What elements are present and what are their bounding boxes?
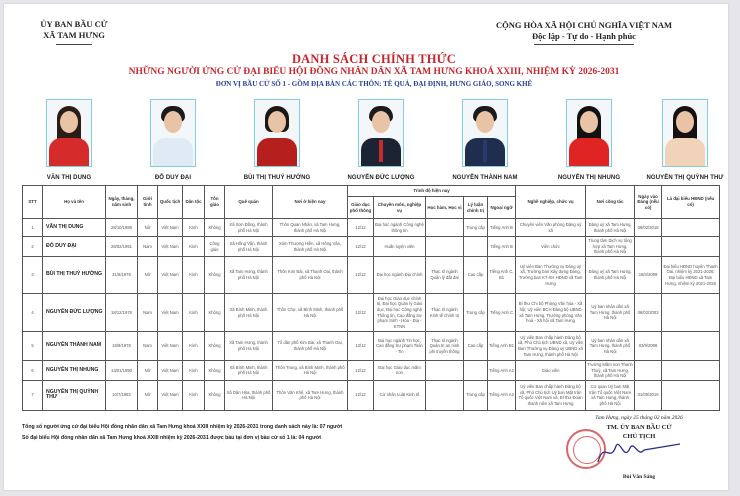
cell-dob: 10/7/1992 [106, 380, 138, 410]
cell-workplace: Uỷ ban nhân dân xã Tam Hưng, thành phố Hà Nội [586, 294, 635, 332]
cell-religion: Không [205, 257, 225, 294]
candidate-card [336, 99, 426, 181]
cell-name: NGUYỄN ĐỨC LƯỢNG [43, 294, 106, 332]
cell-language: Tiếng Anh B [488, 219, 516, 237]
cell-political: Trung cấp [464, 219, 488, 237]
cell-nationality: Việt Nam [158, 219, 183, 237]
national-motto [444, 20, 724, 45]
table-row [23, 294, 720, 332]
cell-delegate: Đại biểu HĐND huyện Thanh Oai, nhiệm kỳ 2021-2026; Đại biểu HĐND xã Tam Hưng, nhiệm kỳ 2021-2026 [662, 257, 720, 294]
summary [22, 422, 342, 444]
cell-degree [426, 219, 464, 237]
cell-occupation: Bí thư Chi bộ Phòng Văn hóa - Xã hội; Uỷ viên BCH Đảng bộ UBND xã Tam Hưng, Trưởng phòng Văn hoá - Xã hội xã Tam Hưng [516, 294, 586, 332]
col-header-political: Lý luận chính trị [464, 197, 488, 219]
cell-workplace: Uỷ ban nhân dân xã Tam Hưng, thành phố Hà Nội [586, 332, 635, 361]
cell-language: Tiếng Anh B1 [488, 332, 516, 361]
col-header-hometown: Quê quán [225, 186, 273, 219]
col-header-education-group: Trình độ hiện nay [348, 186, 516, 197]
table-row [23, 332, 720, 361]
cell-name: NGUYỄN THỊ QUỲNH THƯ [43, 380, 106, 410]
cell-religion: Không [205, 361, 225, 381]
summary-total-candidates: Tổng số người ứng cử đại biểu Hội đồng nhân dân xã Tam Hưng khoá XXIII nhiệm kỳ 2026-2031 trong danh sách này là: 07 người [22, 424, 343, 430]
cell-specialty: Cử nhân Luật Kinh tế [374, 380, 426, 410]
cell-specialty: Đại học ngành Công nghệ thông tin [374, 219, 426, 237]
title-block [84, 52, 664, 90]
col-header-dob: Ngày, tháng, năm sinh [106, 186, 138, 219]
cell-religion: Công giáo [205, 237, 225, 257]
candidate-table [22, 185, 720, 411]
col-header-delegate: Là đại biểu HĐND (nếu có) [662, 186, 720, 219]
cell-occupation: Viên chức [516, 237, 586, 257]
candidate-photo [462, 99, 508, 167]
document-title: DANH SÁCH CHÍNH THỨC [291, 52, 457, 66]
col-header-nationality: Quốc tịch [158, 186, 183, 219]
cell-name: NGUYỄN THỊ NHUNG [43, 361, 106, 381]
cell-political [464, 237, 488, 257]
candidate-name: NGUYỄN ĐỨC LƯỢNG [347, 175, 415, 181]
cell-dob: 16/9/1978 [106, 332, 138, 361]
table-row [23, 257, 720, 294]
sign-date: Tam Hưng, ngày 25 tháng 02 năm 2026 [595, 415, 683, 421]
cell-stt: 2 [23, 237, 43, 257]
col-header-religion: Tôn giáo [205, 186, 225, 219]
cell-workplace: Trung tâm Dịch vụ tổng hợp xã Tam Hưng, thành phố Hà Nội [586, 237, 635, 257]
issuing-authority [34, 19, 114, 45]
col-header-party-date: Ngày vào Đảng (nếu có) [635, 186, 662, 219]
cell-name: BÙI THỊ THUÝ HƯỜNG [43, 257, 106, 294]
cell-gender: Nam [138, 294, 158, 332]
cell-general-edu: 12/12 [348, 380, 374, 410]
col-header-name: Họ và tên [43, 186, 106, 219]
candidate-card [544, 99, 634, 181]
cell-name: ĐỖ DUY ĐẠI [43, 237, 106, 257]
cell-gender: Nữ [138, 361, 158, 381]
candidate-name: ĐỖ DUY ĐẠI [154, 175, 192, 181]
cell-hometown: Xã Dân Hòa, thành phố Hà Nội [225, 380, 273, 410]
cell-ethnicity: Kinh [183, 380, 205, 410]
divider [534, 44, 634, 45]
cell-general-edu: 12/12 [348, 294, 374, 332]
cell-degree [426, 237, 464, 257]
cell-language: Tiếng Anh A2 [488, 380, 516, 410]
cell-party-date: 06/02/2018 [635, 219, 662, 237]
authority-line-1: ỦY BAN BẦU CỬ [40, 19, 108, 29]
cell-language: Tiếng Anh C, B1 [488, 257, 516, 294]
table-row [23, 380, 720, 410]
cell-delegate [662, 361, 720, 381]
cell-residence: Thôn Quan Nhân, xã Tam Hưng, thành phố Hà Nội [273, 219, 348, 237]
cell-nationality: Việt Nam [158, 380, 183, 410]
table-row [23, 361, 720, 381]
cell-general-edu: 12/12 [348, 237, 374, 257]
col-header-stt: STT [23, 186, 43, 219]
candidate-name: BÙI THỊ THUÝ HƯỜNG [243, 175, 311, 181]
cell-delegate [662, 219, 720, 237]
cell-delegate [662, 332, 720, 361]
cell-degree: Thạc sĩ ngành Quản lý đất đai [426, 257, 464, 294]
cell-hometown: Xã Bình Minh, thành phố Hà Nội [225, 294, 273, 332]
cell-occupation: Giáo viên [516, 361, 586, 381]
candidate-photo [46, 99, 92, 167]
cell-occupation: Uỷ viên Ban chấp hành Đảng bộ xã, Phó Chủ tịch Uỷ ban Mặt trận Tổ quốc Việt Nam xã, Bí thư Đoàn thanh niên xã Tam Hưng [516, 380, 586, 410]
candidate-name: NGUYỄN THỊ NHUNG [557, 175, 621, 181]
cell-delegate [662, 294, 720, 332]
cell-party-date: 06/02/2003 [635, 294, 662, 332]
cell-degree: Thạc sĩ ngành Kinh tế chính trị [426, 294, 464, 332]
cell-dob: 18/12/1976 [106, 294, 138, 332]
sign-organization: TM. ỦY BAN BẦU CỬ [606, 424, 672, 431]
authority-line-2: XÃ TAM HƯNG [43, 30, 105, 40]
cell-nationality: Việt Nam [158, 294, 183, 332]
cell-specialty: Đại học Giáo dục chính trị, Đại học Quản lý Giáo dục, Đại học Công nghệ Thông tin, Cao đẳng Sư phạm Sinh - Hóa - Địa - KTNN [374, 294, 426, 332]
country-name: CỘNG HÒA XÃ HỘI CHỦ NGHĨA VIỆT NAM [495, 20, 673, 30]
cell-general-edu: 12/12 [348, 361, 374, 381]
cell-ethnicity: Kinh [183, 361, 205, 381]
cell-degree: Thạc sĩ ngành Quản trị an ninh phi truyền thống [426, 332, 464, 361]
cell-nationality: Việt Nam [158, 237, 183, 257]
col-header-ethnicity: Dân tộc [183, 186, 205, 219]
col-header-specialty: Chuyên môn, nghiệp vụ [374, 197, 426, 219]
cell-dob: 28/10/1988 [106, 219, 138, 237]
cell-stt: 5 [23, 332, 43, 361]
cell-religion: Không [205, 219, 225, 237]
cell-ethnicity: Kinh [183, 294, 205, 332]
candidate-card [232, 99, 322, 181]
cell-political: Cao cấp [464, 257, 488, 294]
motto: Độc lập - Tự do - Hạnh phúc [532, 31, 636, 41]
cell-political: Cao cấp [464, 332, 488, 361]
cell-ethnicity: Kinh [183, 219, 205, 237]
candidate-photos [24, 99, 724, 184]
cell-hometown: Xã Tam Hưng, thành phố Hà Nội [225, 257, 273, 294]
cell-dob: 31/8/1979 [106, 257, 138, 294]
summary-seats: Số đại biểu Hội đồng nhân dân xã Tam Hưng khoá XXIII nhiệm kỳ 2026-2031 được bầu tại đơn vị bầu cử số 1 là: 04 người [22, 435, 321, 441]
document-subtitle: NHỮNG NGƯỜI ỨNG CỬ ĐẠI BIỂU HỘI ĐỒNG NHÂN DÂN XÃ TAM HƯNG KHOÁ XXIII, NHIỆM KỲ 2026-2031 [128, 67, 620, 77]
cell-workplace: Cơ quan Uỷ ban Mặt trận Tổ quốc Việt Nam xã Tam Hưng, thành phố Hà Nội [586, 380, 635, 410]
col-header-language: Ngoại ngữ [488, 197, 516, 219]
signer-name: Bùi Văn Sáng [622, 474, 656, 480]
cell-residence: Thôn Chợ, xã Bình Minh, thành phố Hà Nội [273, 294, 348, 332]
candidate-card [24, 99, 114, 181]
document-page [4, 4, 728, 490]
cell-occupation: Chuyên viên Văn phòng Đảng uỷ xã [516, 219, 586, 237]
cell-specialty: Đại học Giáo dục mầm non [374, 361, 426, 381]
candidate-name: VĂN THỊ DUNG [46, 175, 92, 181]
candidate-name: NGUYỄN THỊ QUỲNH THƯ [646, 175, 724, 181]
cell-party-date: 18/4/2009 [635, 257, 662, 294]
col-header-degree: Học hàm, Học vị [426, 197, 464, 219]
cell-stt: 1 [23, 219, 43, 237]
cell-workplace: Trường Mầm non Thanh Thuỳ, xã Tam Hưng, thành phố Hà Nội [586, 361, 635, 381]
sign-role: CHỦ TỊCH [622, 433, 656, 440]
cell-name: NGUYỄN THÀNH NAM [43, 332, 106, 361]
cell-degree [426, 380, 464, 410]
cell-residence: Thôn Văn Khê, xã Tam Hưng, thành phố Hà Nội [273, 380, 348, 410]
cell-general-edu: 12/12 [348, 219, 374, 237]
col-header-general-edu: Giáo dục phổ thông [348, 197, 374, 219]
cell-dob: 28/02/1991 [106, 237, 138, 257]
cell-gender: Nữ [138, 380, 158, 410]
cell-party-date [635, 361, 662, 381]
cell-ethnicity: Kinh [183, 257, 205, 294]
cell-hometown: Xã Sơn Đồng, thành phố Hà Nội [225, 219, 273, 237]
cell-specialty: Huấn luyện viên [374, 237, 426, 257]
signature-block [564, 414, 714, 480]
table-row [23, 237, 720, 257]
candidate-photo [254, 99, 300, 167]
electoral-unit: ĐƠN VỊ BẦU CỬ SỐ 1 - GỒM ĐỊA BÀN CÁC THÔN: TÊ QUẢ, ĐẠI ĐỊNH, HƯNG GIÁO, SONG KHÊ [215, 80, 533, 88]
divider [56, 44, 92, 45]
cell-party-date [635, 237, 662, 257]
col-header-workplace: Nơi công tác [586, 186, 635, 219]
cell-political [464, 361, 488, 381]
cell-political: Trung cấp [464, 380, 488, 410]
cell-residence: Xóm Thượng Hiền, xã Hồng Vân, thành phố Hà Nội [273, 237, 348, 257]
cell-residence: Thôn Kim Bài, xã Thanh Oai, thành phố Hà Nội [273, 257, 348, 294]
cell-delegate [662, 380, 720, 410]
cell-hometown: Xã Bình Minh, thành phố Hà Nội [225, 361, 273, 381]
cell-name: VĂN THỊ DUNG [43, 219, 106, 237]
candidate-card [440, 99, 530, 181]
cell-stt: 3 [23, 257, 43, 294]
col-header-occupation: Nghề nghiệp, chức vụ [516, 186, 586, 219]
cell-gender: Nữ [138, 257, 158, 294]
candidate-photo [150, 99, 196, 167]
table-header-row [23, 186, 720, 197]
cell-stt: 7 [23, 380, 43, 410]
cell-religion: Không [205, 294, 225, 332]
cell-language: Tiếng Anh B [488, 237, 516, 257]
cell-religion: Không [205, 380, 225, 410]
cell-stt: 4 [23, 294, 43, 332]
cell-religion: Không [205, 332, 225, 361]
cell-nationality: Việt Nam [158, 361, 183, 381]
cell-political: Trung cấp [464, 294, 488, 332]
candidate-card [128, 99, 218, 181]
cell-language: Tiếng Anh C [488, 294, 516, 332]
candidate-photo [566, 99, 612, 167]
table-row [23, 219, 720, 237]
col-header-residence: Nơi ở hiện nay [273, 186, 348, 219]
cell-ethnicity: Kinh [183, 237, 205, 257]
col-header-gender: Giới tính [138, 186, 158, 219]
cell-specialty: Đại học ngành Địa chính [374, 257, 426, 294]
cell-stt: 6 [23, 361, 43, 381]
cell-workplace: Đảng uỷ xã Tam Hưng, thành phố Hà Nội [586, 257, 635, 294]
cell-specialty: Đại học ngành Tin học, Cao đẳng Sư phạm Toán - Tin [374, 332, 426, 361]
cell-degree [426, 361, 464, 381]
cell-gender: Nữ [138, 219, 158, 237]
candidate-card [640, 99, 730, 181]
candidate-photo [662, 99, 708, 167]
cell-nationality: Việt Nam [158, 257, 183, 294]
cell-hometown: Xã Tam Hưng, thành phố Hà Nội [225, 332, 273, 361]
candidate-photo [358, 99, 404, 167]
cell-hometown: Xã Hồng Vân, thành phố Hà Nội [225, 237, 273, 257]
cell-gender: Nam [138, 332, 158, 361]
cell-gender: Nam [138, 237, 158, 257]
cell-general-edu: 12/12 [348, 257, 374, 294]
cell-residence: Tổ dân phố Kim Bài, xã Thanh Oai, thành phố Hà Nội [273, 332, 348, 361]
cell-language: Tiếng Anh A2 [488, 361, 516, 381]
cell-workplace: Đảng uỷ xã Tam Hưng, thành phố Hà Nội [586, 219, 635, 237]
cell-ethnicity: Kinh [183, 332, 205, 361]
cell-party-date: 03/9/2008 [635, 332, 662, 361]
cell-nationality: Việt Nam [158, 332, 183, 361]
candidate-name: NGUYỄN THÀNH NAM [452, 175, 518, 181]
cell-dob: 13/01/1990 [106, 361, 138, 381]
cell-general-edu: 12/12 [348, 332, 374, 361]
cell-delegate [662, 237, 720, 257]
cell-residence: Thôn Trung, xã Bình Minh, thành phố Hà Nội [273, 361, 348, 381]
cell-party-date: 01/09/2016 [635, 380, 662, 410]
cell-occupation: Uỷ viên Ban Thường vụ Đảng uỷ xã, Trưởng ban Xây dựng Đảng, Trưởng ban KT-XH HĐND xã Tam Hưng [516, 257, 586, 294]
cell-occupation: Uỷ viên Ban chấp hành Đảng bộ xã, Phó Chủ tịch UBND xã, Uỷ viên Ban Thường vụ Đảng uỷ UBND xã Tam Hưng, thành phố Hà Nội [516, 332, 586, 361]
